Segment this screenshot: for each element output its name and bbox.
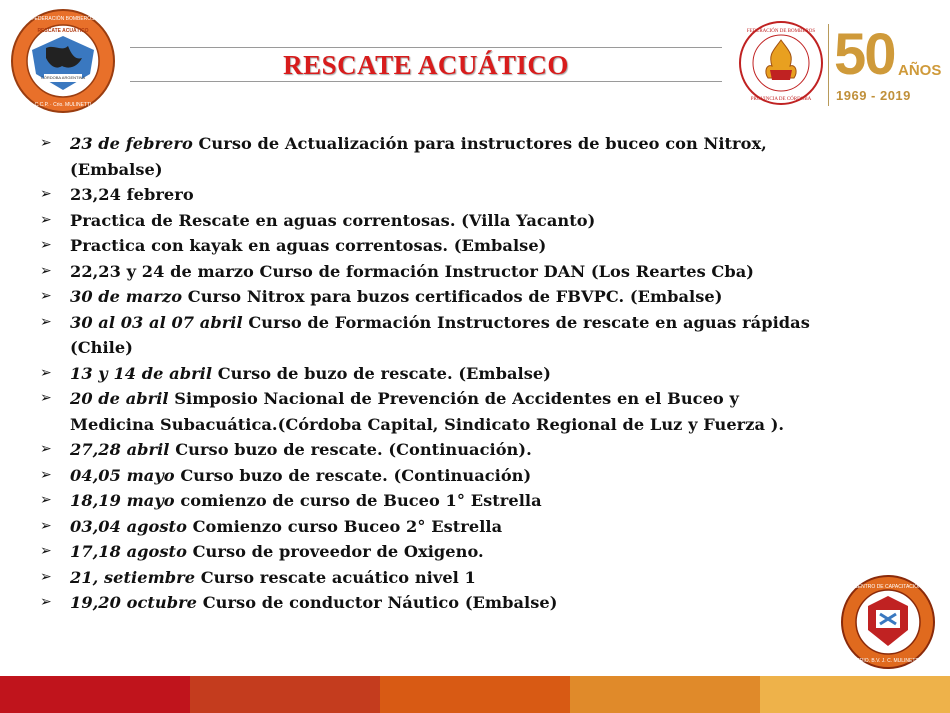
- event-date: 17,18 agosto: [70, 542, 187, 561]
- anniversary-suffix: AÑOS: [898, 62, 942, 79]
- arrow-bullet-icon: ➢: [40, 594, 52, 610]
- event-text: Curso de buzo de rescate. (Embalse): [212, 363, 551, 383]
- event-date: 03,04 agosto: [70, 516, 187, 536]
- anniversary-number: 50: [834, 22, 895, 87]
- anniversary-years: 1969 - 2019: [836, 88, 911, 103]
- event-list-item: [40, 361, 920, 387]
- event-list: [40, 131, 920, 616]
- event-text: Practica de Rescate en aguas correntosas. (Villa Yacanto): [70, 210, 596, 230]
- event-list-item: [40, 565, 920, 591]
- footer-band: [760, 676, 950, 713]
- event-date: 23 de febrero: [70, 134, 193, 153]
- arrow-bullet-icon: ➢: [40, 135, 52, 151]
- logo-divider: [828, 24, 829, 106]
- event-text: Curso de conductor Náutico (Embalse): [197, 593, 558, 612]
- title-rule-top: [130, 47, 722, 48]
- event-list-item: [40, 182, 920, 208]
- centro-capacitacion-logo-icon: [840, 574, 936, 670]
- event-text: Curso de proveedor de Oxigeno.: [186, 542, 484, 561]
- svg-text:FEDERACIÓN BOMBEROS: FEDERACIÓN BOMBEROS: [31, 16, 95, 22]
- event-list-item: [40, 539, 920, 565]
- arrow-bullet-icon: ➢: [40, 466, 52, 483]
- event-list-item: [40, 514, 920, 540]
- footer-band: [570, 676, 761, 713]
- arrow-bullet-icon: ➢: [40, 237, 52, 253]
- arrow-bullet-icon: ➢: [40, 390, 52, 406]
- anniversary-logo: [832, 24, 942, 108]
- event-list-item: [40, 284, 920, 310]
- svg-text:CÓRDOBA ARGENTINA: CÓRDOBA ARGENTINA: [40, 75, 86, 80]
- svg-text:FEDERACIÓN DE BOMBEROS: FEDERACIÓN DE BOMBEROS: [746, 29, 816, 34]
- arrow-bullet-icon: ➢: [40, 262, 52, 279]
- svg-text:CRIO. B.V. J. C. MULINETTI: CRIO. B.V. J. C. MULINETTI: [856, 658, 920, 664]
- page-title: RESCATE ACUÁTICO: [283, 50, 569, 80]
- event-text-continued: (Embalse): [70, 159, 163, 179]
- event-list-item: [40, 590, 920, 616]
- event-text: Comienzo curso Buceo 2° Estrella: [186, 516, 503, 536]
- arrow-bullet-icon: ➢: [40, 364, 52, 381]
- event-text: Practica con kayak en aguas correntosas. (Embalse): [70, 236, 547, 255]
- event-date: 04,05 mayo: [70, 465, 175, 485]
- svg-text:RESCATE ACUÁTICO: RESCATE ACUÁTICO: [37, 28, 89, 34]
- event-text: comienzo de curso de Buceo 1° Estrella: [174, 491, 542, 510]
- arrow-bullet-icon: ➢: [40, 441, 52, 457]
- event-date: 30 al 03 al 07 abril: [70, 312, 243, 332]
- event-text: Curso rescate acuático nivel 1: [195, 567, 476, 587]
- event-date: 27,28 abril: [70, 440, 170, 459]
- event-text: Curso Nitrox para buzos certificados de FBVPC. (Embalse): [182, 287, 723, 306]
- event-date: 30 de marzo: [70, 287, 183, 306]
- event-date: 18,19 mayo: [70, 491, 175, 510]
- svg-text:PROVINCIA DE CÓRDOBA: PROVINCIA DE CÓRDOBA: [750, 97, 812, 102]
- event-date: 20 de abril: [70, 389, 169, 408]
- event-list-item: [40, 463, 920, 489]
- arrow-bullet-icon: ➢: [40, 313, 52, 330]
- event-list-item: [40, 437, 920, 463]
- event-list-item: [40, 208, 920, 234]
- event-list-item: [40, 233, 920, 259]
- footer-band: [0, 676, 191, 713]
- event-text-continued: Medicina Subacuática.(Córdoba Capital, Sindicato Regional de Luz y Fuerza ).: [70, 414, 785, 434]
- arrow-bullet-icon: ➢: [40, 211, 52, 228]
- event-text: Curso de Actualización para instructores de buceo con Nitrox,: [192, 134, 767, 153]
- title-rule-bottom: [130, 81, 722, 82]
- arrow-bullet-icon: ➢: [40, 543, 52, 559]
- arrow-bullet-icon: ➢: [40, 568, 52, 585]
- event-text: 23,24 febrero: [70, 185, 194, 204]
- event-date: 19,20 octubre: [70, 593, 198, 612]
- event-text: Simposio Nacional de Prevención de Accidentes en el Buceo y: [168, 389, 739, 408]
- arrow-bullet-icon: ➢: [40, 517, 52, 534]
- event-date: 21, setiembre: [70, 567, 196, 587]
- federacion-rescate-logo: [10, 8, 116, 114]
- svg-text:C.C.P. · Crio. MULINETTI: C.C.P. · Crio. MULINETTI: [34, 102, 92, 108]
- event-text: Curso buzo de rescate. (Continuación).: [169, 440, 532, 459]
- event-text-continued: (Chile): [70, 338, 133, 357]
- federacion-bomberos-seal-icon: [738, 20, 824, 106]
- event-text: 22,23 y 24 de marzo Curso de formación Instructor DAN (Los Reartes Cba): [70, 261, 754, 281]
- event-date: 13 y 14 de abril: [70, 363, 213, 383]
- event-list-item: [40, 488, 920, 514]
- arrow-bullet-icon: ➢: [40, 492, 52, 508]
- event-list-item: [40, 310, 920, 361]
- arrow-bullet-icon: ➢: [40, 288, 52, 304]
- footer-band: [380, 676, 571, 713]
- event-list-item: [40, 259, 920, 285]
- event-list-item: [40, 131, 920, 182]
- event-list-item: [40, 386, 920, 437]
- footer-band: [190, 676, 381, 713]
- arrow-bullet-icon: ➢: [40, 186, 52, 202]
- event-text: Curso buzo de rescate. (Continuación): [174, 465, 532, 485]
- event-text: Curso de Formación Instructores de rescate en aguas rápidas: [242, 312, 810, 332]
- svg-text:CENTRO DE CAPACITACIÓN: CENTRO DE CAPACITACIÓN: [854, 584, 922, 590]
